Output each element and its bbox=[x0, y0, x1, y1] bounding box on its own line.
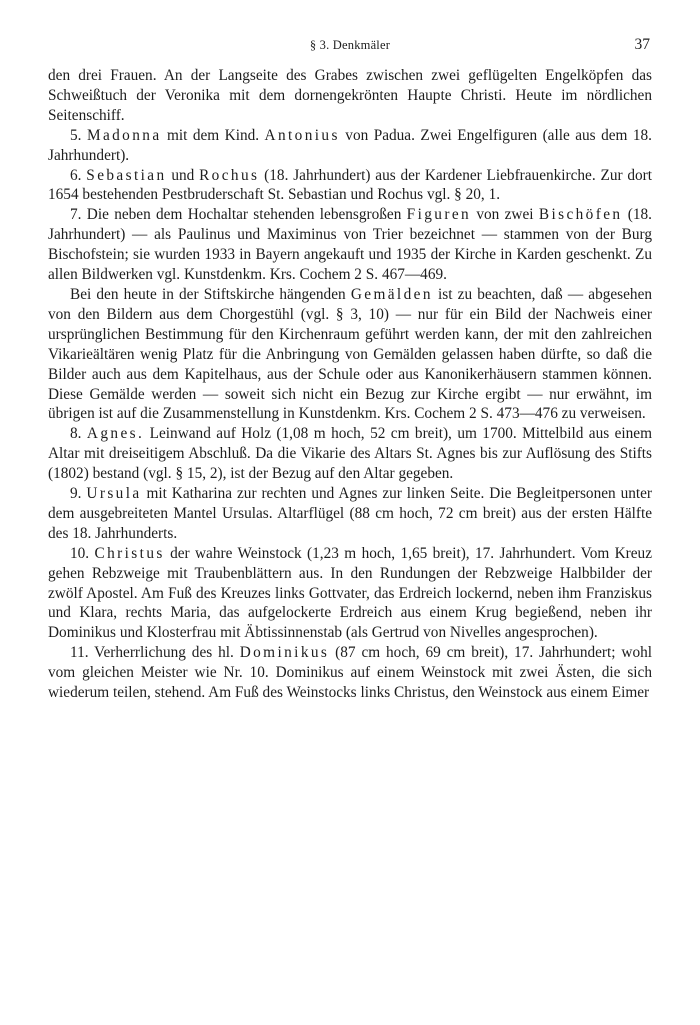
text-run: 5. bbox=[70, 126, 87, 144]
emphasized-term: Dominikus bbox=[239, 644, 330, 662]
paragraph bbox=[48, 166, 652, 206]
emphasized-term: Ursula bbox=[86, 485, 142, 503]
paragraph bbox=[48, 66, 652, 126]
text-run: 10. bbox=[70, 544, 95, 562]
text-run: von zwei bbox=[471, 206, 539, 224]
text-run: der wahre Weinstock (1,23 m hoch, 1,65 breit), 17. Jahrhundert. Vom Kreuz gehen Rebzweige mit Traubenblättern aus. In den Rundungen der Rebzweige Halbbilder der zwölf Apostel. Am Fuß des Kreuzes links Gottvater, das Erdreich lockernd, neben ihm Franziskus und Klara, rechts Maria, das aufgelockerte Erdreich aus einem Krug begießend, neben ihr Dominikus und Klosterfrau mit Äbtissinnenstab (als Gertrud von Nivelles angesprochen). bbox=[48, 544, 652, 642]
paragraph bbox=[48, 126, 652, 166]
emphasized-term: Figuren bbox=[406, 206, 472, 224]
emphasized-term: Agnes. bbox=[86, 425, 145, 443]
text-run: (18. Jahrhundert) — als Paulinus und Maximinus von Trier bezeichnet — stammen von der Burg Bischofstein; sie wurden 1933 in Bayern angekauft und 1935 der Kirche in Karden geschenkt. Zu allen Bildwerken vgl. Kunstdenkm. Krs. Cochem 2 S. 467—469. bbox=[48, 206, 653, 284]
text-run: mit dem Kind. bbox=[161, 126, 265, 144]
emphasized-term: Sebastian bbox=[86, 166, 167, 184]
text-run: ist zu beachten, daß — abgesehen von den Bildern aus dem Chorgestühl (vgl. § 3, 10) — nur für ein Bild der Nachweis einer ursprünglichen Bestimmung für den Kirchenraum geführt werden kann, der mit den zahlreichen Vikarieältären wenig Platz für die Anbringung von Gemälden gelassen haben dürfte, so daß die Bilder auch aus dem Kapitelhaus, aus der Schule oder aus Kanonikerhäusern stammen können. Diese Gemälde werden — soweit sich nicht ein Bezug zur Kirche ergibt — nur erwähnt, im übrigen ist auf die Zusammenstellung in Kunstdenkm. Krs. Cochem 2 S. 473—476 zu verweisen. bbox=[48, 285, 653, 423]
text-run: und bbox=[166, 166, 200, 184]
text-run: 11. Verherrlichung des hl. bbox=[70, 644, 240, 662]
text-run: mit Katharina zur rechten und Agnes zur linken Seite. Die Begleitpersonen unter dem ausgebreiteten Mantel Ursulas. Altarflügel (88 cm hoch, 72 cm breit) aus der ersten Hälfte des 18. Jahrhunderts. bbox=[48, 485, 653, 542]
paragraph bbox=[48, 544, 652, 644]
paragraph bbox=[48, 643, 652, 703]
paragraph bbox=[48, 205, 652, 285]
emphasized-term: Madonna bbox=[86, 126, 162, 144]
body-text bbox=[48, 66, 652, 703]
text-run: von Padua. Zwei Engelfiguren (alle aus dem 18. Jahrhundert). bbox=[48, 126, 652, 164]
text-run: (87 cm hoch, 69 cm breit), 17. Jahrhundert; wohl vom gleichen Meister wie Nr. 10. Dominikus auf einem Weinstock mit zwei Ästen, die sich wiederum teilen, stehend. Am Fuß des Weinstocks links Christus, den Weinstock aus einem Eimer bbox=[48, 644, 653, 702]
text-run: Leinwand auf Holz (1,08 m hoch, 52 cm breit), um 1700. Mittelbild aus einem Altar mit dreiseitigem Abschluß. Da die Vikarie des Altars St. Agnes bis zur Auflösung des Stifts (1802) bestand (vgl. § 15, 2), ist der Bezug auf den Altar gegeben. bbox=[48, 425, 652, 483]
emphasized-term: Bischöfen bbox=[538, 206, 623, 224]
text-run: den drei Frauen. An der Langseite des Grabes zwischen zwei geflügelten Engelköpfen das Schweißtuch der Veronika mit dem dornengekrönten Haupte Christi. Heute im nördlichen Seitenschiff. bbox=[48, 67, 652, 124]
text-run: 7. Die neben dem Hochaltar stehenden lebensgroßen bbox=[70, 206, 407, 224]
text-run: (18. Jahrhundert) aus der Kardener Liebfrauenkirche. Zur dort 1654 bestehenden Pestbruderschaft St. Sebastian und Rochus vgl. § 20, 1. bbox=[48, 166, 653, 204]
text-run: Bei den heute in der Stiftskirche hängenden bbox=[70, 285, 351, 303]
emphasized-term: Antonius bbox=[264, 126, 340, 144]
page-header bbox=[48, 36, 652, 60]
paragraph bbox=[48, 484, 652, 544]
text-run: 8. bbox=[70, 425, 87, 443]
emphasized-term: Gemälden bbox=[350, 285, 433, 303]
emphasized-term: Christus bbox=[94, 544, 165, 562]
page-number: 37 bbox=[634, 36, 650, 53]
text-run: 6. bbox=[70, 166, 87, 184]
running-head: § 3. Denkmäler bbox=[309, 38, 391, 52]
emphasized-term: Rochus bbox=[199, 166, 260, 184]
paragraph bbox=[48, 285, 652, 424]
paragraph bbox=[48, 424, 652, 484]
text-run: 9. bbox=[70, 485, 87, 503]
